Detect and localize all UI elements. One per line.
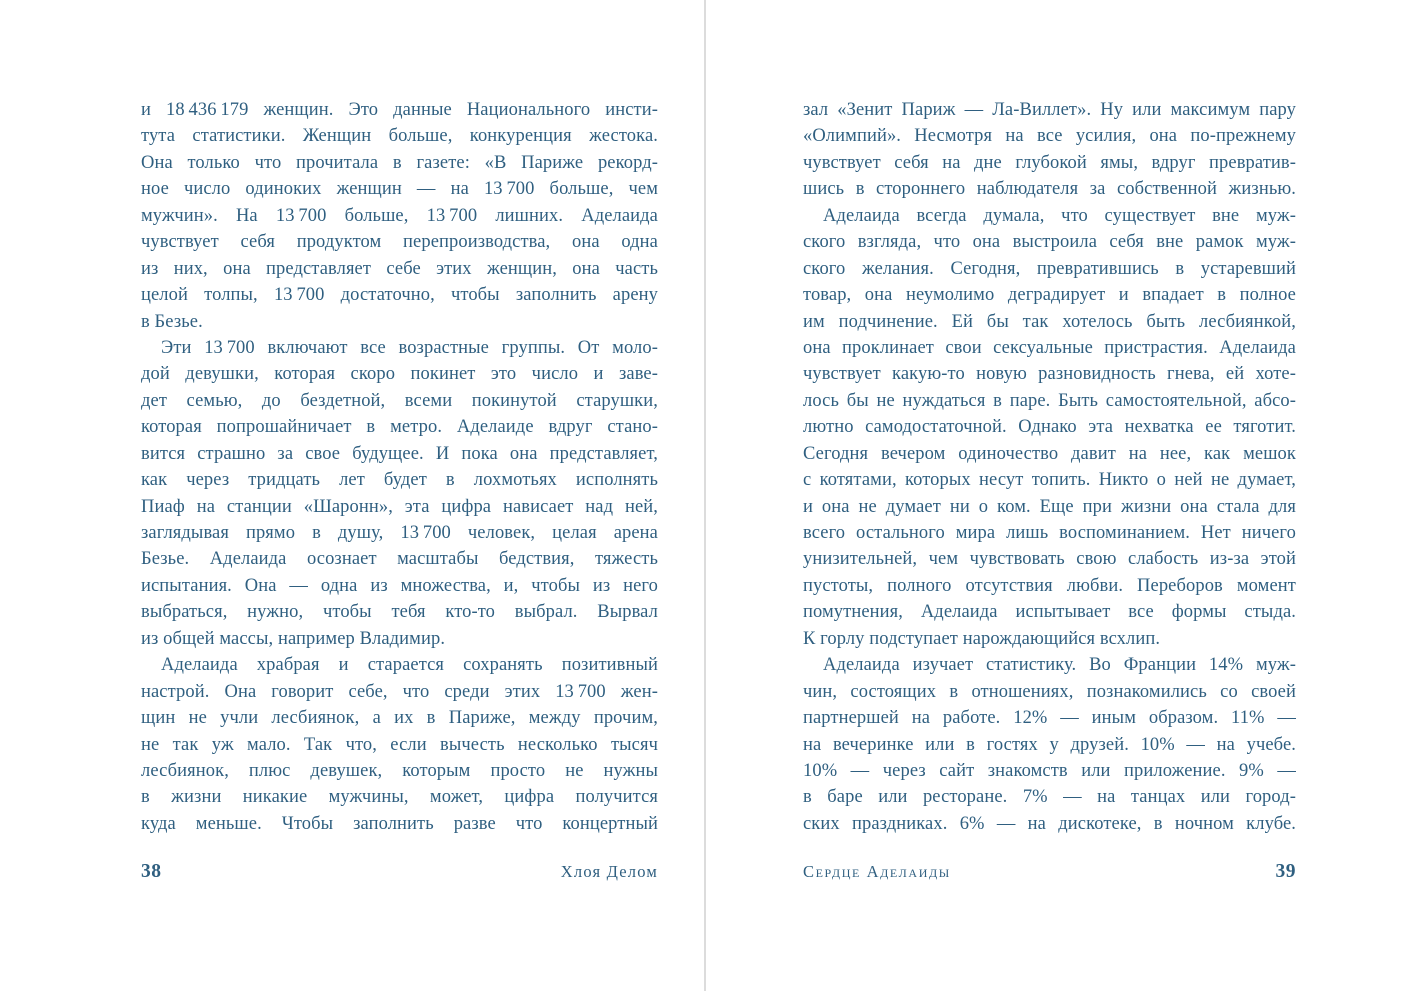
text-line: Сегодня вечером одиночество давит на нее, как мешок	[803, 443, 1296, 464]
running-head-author: Хлоя Делом	[560, 862, 658, 881]
text-line: в жизни никакие мужчины, может, цифра получится	[141, 787, 658, 808]
text-line: Аделаида всегда думала, что существует вне муж-	[823, 205, 1296, 226]
text-line: К горлу подступает нарождающийся всхлип.	[803, 628, 1161, 649]
text-line: не так уж мало. Так что, если вычесть несколько тысяч	[141, 734, 658, 755]
text-line: партнершей на работе. 12% — иным образом. 11% —	[803, 708, 1296, 729]
text-line: 10% — через сайт знакомств или приложение. 9% —	[803, 760, 1296, 781]
text-line: шись в стороннего наблюдателя за собственной жизнью.	[803, 179, 1296, 200]
text-line: в Безье.	[141, 311, 203, 332]
text-line: зал «Зенит Париж — Ла-Виллет». Ну или максимум пару	[803, 100, 1296, 120]
text-line: с котятами, которых несут топить. Никто о ней не думает,	[803, 470, 1296, 491]
text-line: ского взгляда, что она выстроила себя вне рамок муж-	[803, 232, 1296, 253]
text-line: лось бы не нуждаться в паре. Быть самостоятельной, абсо-	[803, 390, 1296, 411]
text-line: Она только что прочитала в газете: «В Париже рекорд-	[141, 152, 658, 173]
text-line: ских праздниках. 6% — на дискотеке, в ночном клубе.	[803, 813, 1296, 834]
text-line: чин, состоящих в отношениях, познакомились со своей	[803, 681, 1296, 702]
text-line: из общей массы, например Владимир.	[141, 628, 446, 649]
text-line: Пиаф на станции «Шаронн», эта цифра нависает над ней,	[141, 496, 658, 517]
page-number-right: 39	[1275, 861, 1296, 882]
text-line: Эти 13 700 включают все возрастные группы. От моло-	[161, 337, 658, 358]
text-line: щин не учли лесбиянок, а их в Париже, между прочим,	[141, 708, 658, 729]
page-left	[141, 97, 658, 991]
text-line: всего остального мира лишь воспоминанием. Нет ничего	[803, 523, 1296, 543]
text-line: которая попрошайничает в метро. Аделаиде вдруг стано-	[141, 417, 658, 438]
text-line: тута статистики. Женщин больше, конкуренция жестока.	[141, 126, 658, 147]
page-left-footer	[141, 861, 658, 883]
text-line: она проклинает свои сексуальные пристрастия. Аделаида	[803, 337, 1296, 358]
text-line: унизительней, чем чувствовать свою слабость из-за этой	[803, 549, 1296, 570]
text-line: заглядывая прямо в душу, 13 700 человек, целая арена	[141, 523, 658, 543]
text-line: Аделаида храбрая и старается сохранять позитивный	[161, 655, 658, 676]
page-right	[803, 97, 1296, 991]
text-line: Безье. Аделаида осознает масштабы бедствия, тяжесть	[141, 549, 658, 570]
text-line: вится страшно за свое будущее. И пока она представляет,	[141, 443, 658, 464]
text-line: ное число одиноких женщин — на 13 700 больше, чем	[141, 179, 658, 200]
text-line: чувствует себя на дне глубокой ямы, вдруг превратив-	[803, 152, 1296, 173]
text-line: дет семью, до бездетной, всеми покинутой старушки,	[141, 390, 658, 411]
page-left-text	[141, 97, 658, 837]
text-line: куда меньше. Чтобы заполнить разве что концертный	[141, 813, 658, 834]
text-line: пустоты, полного отсутствия любви. Переборов момент	[803, 575, 1296, 596]
text-line: «Олимпий». Несмотря на все усилия, она по-прежнему	[803, 126, 1296, 147]
text-line: и 18 436 179 женщин. Это данные Национального инсти-	[141, 100, 658, 120]
text-line: в баре или ресторане. 7% — на танцах или город-	[803, 787, 1296, 808]
text-line: на вечеринке или в гостях у друзей. 10% — на учебе.	[803, 734, 1296, 755]
text-line: целой толпы, 13 700 достаточно, чтобы заполнить арену	[141, 285, 658, 306]
text-line: товар, она неумолимо деградирует и впадает в полное	[803, 285, 1296, 306]
text-line: Аделаида изучает статистику. Во Франции 14% муж-	[823, 655, 1296, 676]
text-line: лесбиянок, плюс девушек, которым просто не нужны	[141, 760, 658, 781]
text-line: испытания. Она — одна из множества, и, чтобы из него	[141, 575, 658, 596]
page-divider	[704, 0, 706, 991]
text-line: лютно самодостаточной. Однако эта нехватка ее тяготит.	[803, 417, 1296, 438]
text-line: из них, она представляет себе этих женщин, она часть	[141, 258, 658, 279]
text-line: им подчинение. Ей бы так хотелось быть лесбиянкой,	[803, 311, 1296, 332]
page-right-text	[803, 97, 1296, 837]
text-line: ского желания. Сегодня, превратившись в устаревший	[803, 258, 1296, 279]
text-line: выбраться, нужно, чтобы тебя кто-то выбрал. Вырвал	[141, 602, 658, 623]
text-line: и она не думает ни о ком. Еще при жизни она стала для	[803, 496, 1296, 517]
text-line: как через тридцать лет будет в лохмотьях исполнять	[141, 470, 658, 491]
text-line: мужчин». На 13 700 больше, 13 700 лишних. Аделаида	[141, 205, 658, 226]
text-line: чувствует какую-то новую разновидность гнева, ей хоте-	[803, 364, 1296, 385]
text-line: помутнения, Аделаида испытывает все формы стыда.	[803, 602, 1296, 623]
text-line: чувствует себя продуктом перепроизводства, она одна	[141, 232, 658, 253]
page-number-left: 38	[141, 861, 162, 882]
text-line: дой девушки, которая скоро покинет это число и заве-	[141, 364, 658, 385]
text-line: настрой. Она говорит себе, что среди этих 13 700 жен-	[141, 681, 658, 702]
running-head-title: Сердце Аделаиды	[803, 862, 951, 881]
page-right-footer	[803, 861, 1296, 883]
